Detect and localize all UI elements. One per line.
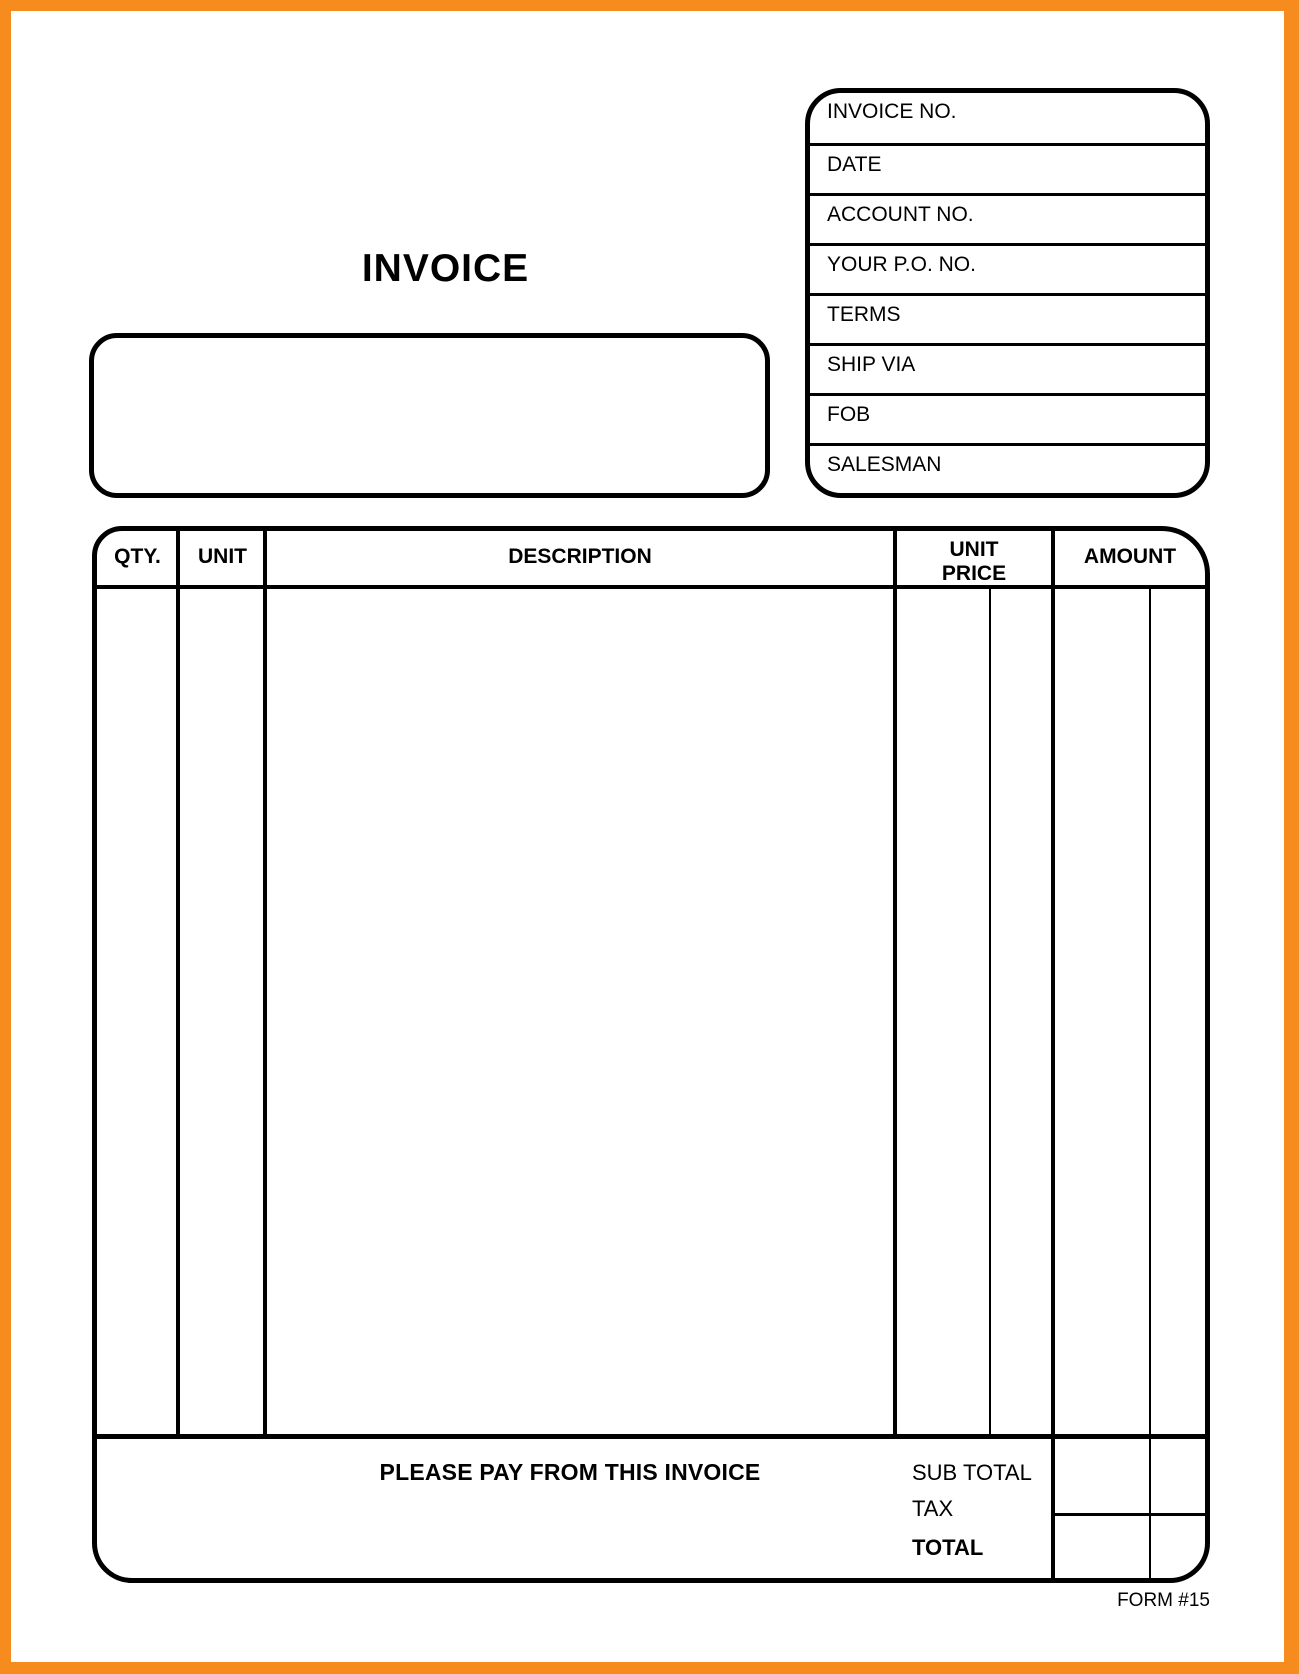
body-footer-divider <box>97 1434 1205 1439</box>
info-row-invoice-no[interactable] <box>810 93 1205 143</box>
info-row-ship-via[interactable] <box>810 343 1205 393</box>
subtotal-label: SUB TOTAL <box>912 1460 1032 1485</box>
info-row-label: FOB <box>827 403 871 426</box>
info-row-salesman[interactable] <box>810 443 1205 493</box>
info-row-fob[interactable] <box>810 393 1205 443</box>
info-row-label: INVOICE NO. <box>827 100 957 123</box>
column-header-description: DESCRIPTION <box>508 545 652 568</box>
column-header-qty: QTY. <box>114 545 161 568</box>
page-title: INVOICE <box>361 247 530 290</box>
customer-address-box[interactable] <box>89 333 770 498</box>
info-row-date[interactable] <box>810 143 1205 193</box>
column-header-amount: AMOUNT <box>1083 545 1177 568</box>
unit-price-column-fill-area[interactable] <box>897 589 1051 1434</box>
description-column-fill-area[interactable] <box>267 589 893 1434</box>
tax-label: TAX <box>912 1496 954 1521</box>
column-header-unit: UNIT <box>198 545 247 568</box>
info-row-your-po-no[interactable] <box>810 243 1205 293</box>
info-row-label: SALESMAN <box>827 453 942 476</box>
form-number: FORM #15 <box>1117 1590 1210 1611</box>
pay-from-invoice-message: PLEASE PAY FROM THIS INVOICE <box>379 1459 761 1485</box>
info-row-label: TERMS <box>827 303 901 326</box>
qty-column-fill-area[interactable] <box>97 589 176 1434</box>
total-amount-cell[interactable] <box>1055 1516 1205 1578</box>
amount-column-fill-area[interactable] <box>1055 589 1205 1434</box>
info-row-label: YOUR P.O. NO. <box>827 253 976 276</box>
line-items-table <box>92 526 1210 1583</box>
info-row-label: SHIP VIA <box>827 353 916 376</box>
info-row-label: DATE <box>827 153 882 176</box>
invoice-info-table <box>805 88 1210 498</box>
unit-column-fill-area[interactable] <box>180 589 263 1434</box>
info-row-account-no[interactable] <box>810 193 1205 243</box>
subtotal-tax-amount-cell[interactable] <box>1055 1439 1205 1513</box>
total-label: TOTAL <box>912 1535 984 1560</box>
info-row-label: ACCOUNT NO. <box>827 203 974 226</box>
column-header-unit-price: UNIT PRICE <box>941 538 1007 585</box>
info-row-terms[interactable] <box>810 293 1205 343</box>
